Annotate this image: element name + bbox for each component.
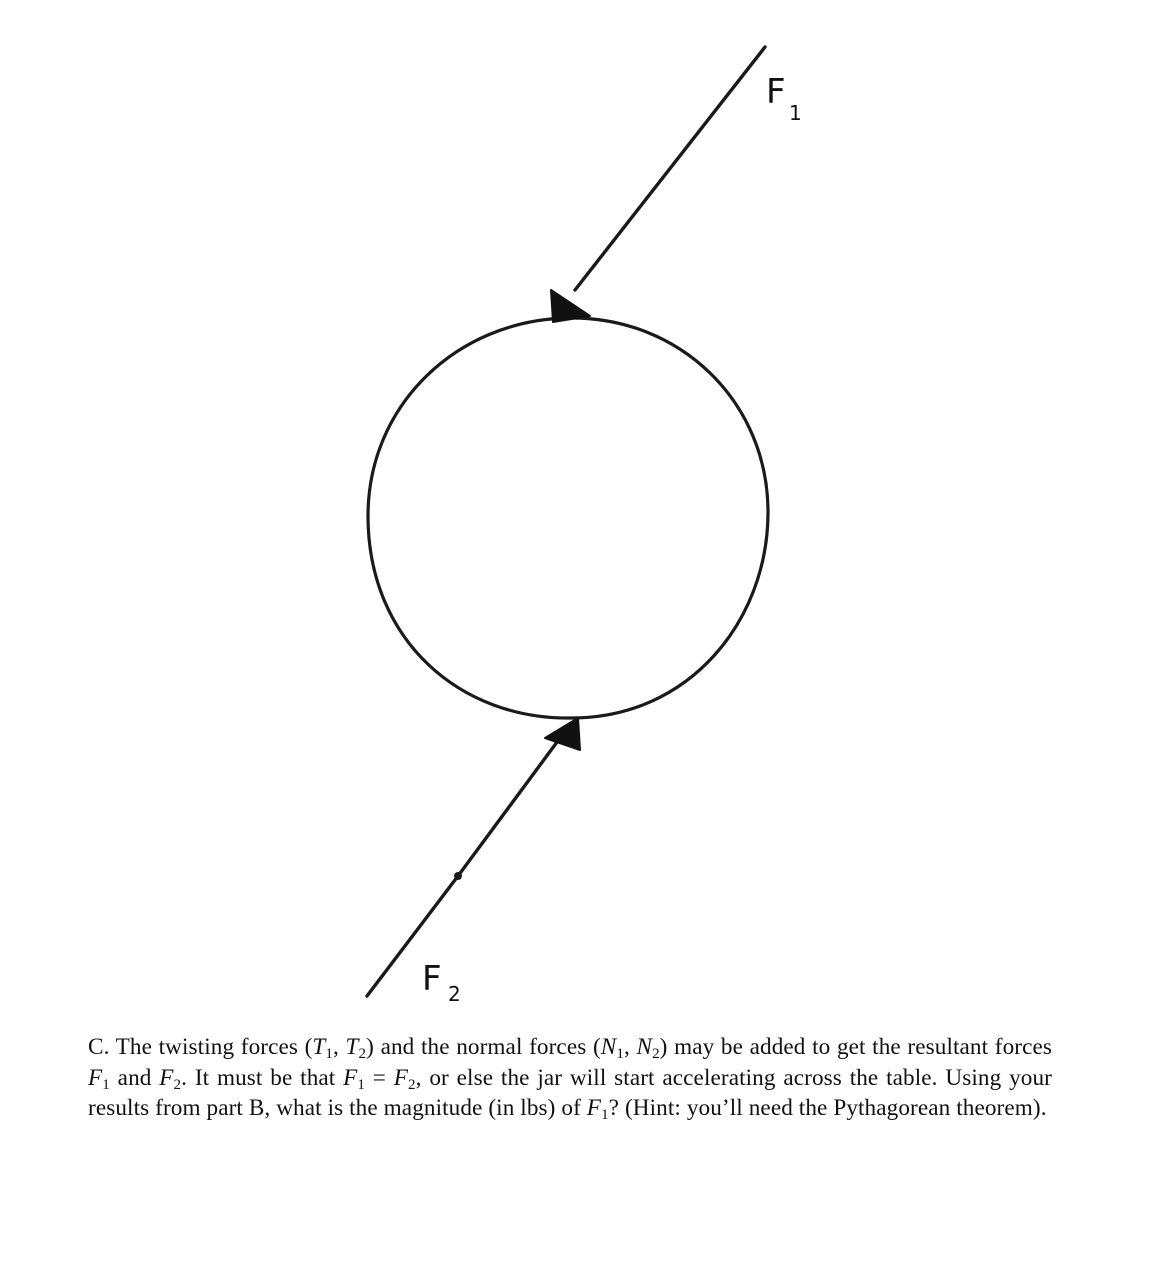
force-f1-line: [575, 47, 765, 290]
question-text: C. The twisting forces ($T_1$, $T_2$) and the normal forces ($N_1$, $N_2$) may be added to get the resultant forces $F_1$ and $F_2$. It must be that $F_1 = F_2$, or else the jar will start accelerating across the table. Using your results from part B, what is the magnitude (in lbs) of $F_1$? (Hint: you’ll need the Pythagorean theorem).: [88, 1034, 1053, 1123]
label-f2-letter: F: [422, 959, 442, 999]
jar-circle: [368, 318, 768, 718]
force-f1-arrowhead: [551, 290, 590, 322]
force-f2-line: [367, 738, 560, 996]
force-f2-line-mark: [454, 872, 462, 880]
label-f1: [766, 72, 802, 125]
label-f2: [422, 959, 461, 1006]
label-f1-subscript: 1: [789, 101, 802, 125]
label-f2-subscript: 2: [448, 982, 461, 1006]
force-f2-arrowhead: [545, 718, 580, 750]
label-f1-letter: F: [766, 72, 786, 112]
